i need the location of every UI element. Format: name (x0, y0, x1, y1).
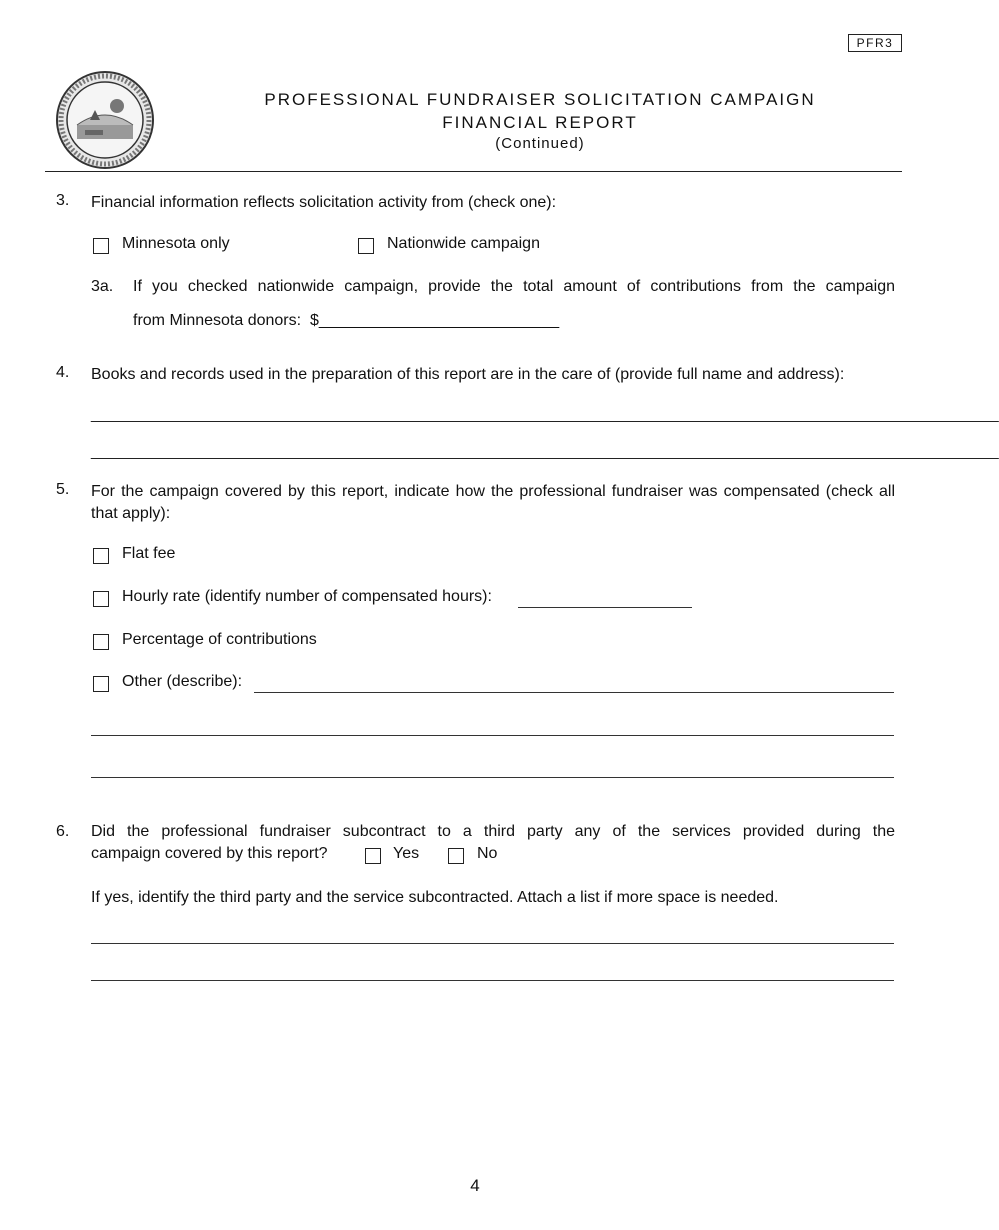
subcontract-no-label: No (477, 845, 498, 862)
other-compensation-line-2[interactable] (91, 735, 894, 736)
percentage-contributions-checkbox[interactable] (93, 634, 109, 650)
records-custodian-line-2[interactable]: ______________________________________________________________________________________________________ (91, 443, 999, 460)
hourly-rate-checkbox[interactable] (93, 591, 109, 607)
question-6-followup: If yes, identify the third party and the service subcontracted. Attach a list if more space is needed. (91, 889, 779, 906)
minnesota-only-label: Minnesota only (122, 235, 230, 252)
header-divider (45, 171, 902, 172)
question-5-text: For the campaign covered by this report, indicate how the professional fundraiser was compensated (check all that apply): (91, 483, 895, 522)
other-compensation-description-field[interactable] (254, 692, 894, 693)
other-compensation-label: Other (describe): (122, 673, 243, 690)
other-compensation-line-3[interactable] (91, 777, 894, 778)
subcontract-no-checkbox[interactable] (448, 848, 464, 864)
question-3a-text-line1: If you checked nationwide campaign, provide the total amount of contributions from the campaign (133, 278, 895, 295)
hourly-rate-label: Hourly rate (identify number of compensated hours): (122, 588, 492, 605)
question-6-number: 6. (56, 823, 70, 840)
subcontract-yes-checkbox[interactable] (365, 848, 381, 864)
form-title-continued: (Continued) (495, 135, 585, 152)
flat-fee-label: Flat fee (122, 545, 176, 562)
question-4-text: Books and records used in the preparation of this report are in the care of (provide full name and address): (91, 366, 845, 383)
percentage-contributions-label: Percentage of contributions (122, 631, 317, 648)
form-code-badge: PFR3 (848, 34, 902, 52)
records-custodian-line-1[interactable]: ______________________________________________________________________________________________________ (91, 406, 999, 423)
flat-fee-checkbox[interactable] (93, 548, 109, 564)
state-seal-icon (55, 70, 155, 170)
question-3-text: Financial information reflects solicitation activity from (check one): (91, 194, 557, 211)
question-3a-number: 3a. (91, 278, 114, 295)
other-compensation-checkbox[interactable] (93, 676, 109, 692)
minnesota-only-checkbox[interactable] (93, 238, 109, 254)
question-4-number: 4. (56, 364, 70, 381)
subcontract-yes-label: Yes (393, 845, 420, 862)
third-party-line-2[interactable] (91, 980, 894, 981)
question-6-text-line1: Did the professional fundraiser subcontract to a third party any of the services provided during the (91, 823, 895, 840)
minnesota-donors-amount-field[interactable]: from Minnesota donors: $___________________________ (133, 312, 560, 329)
question-5-number: 5. (56, 481, 70, 498)
hourly-rate-hours-field[interactable] (518, 607, 692, 608)
nationwide-campaign-checkbox[interactable] (358, 238, 374, 254)
page-number: 4 (470, 1176, 480, 1195)
question-6-text-line2: campaign covered by this report? (91, 845, 328, 862)
form-title-line2: FINANCIAL REPORT (442, 113, 638, 132)
nationwide-campaign-label: Nationwide campaign (387, 235, 540, 252)
third-party-line-1[interactable] (91, 943, 894, 944)
form-title-line1: PROFESSIONAL FUNDRAISER SOLICITATION CAMPAIGN (264, 90, 816, 109)
question-3-number: 3. (56, 192, 70, 209)
